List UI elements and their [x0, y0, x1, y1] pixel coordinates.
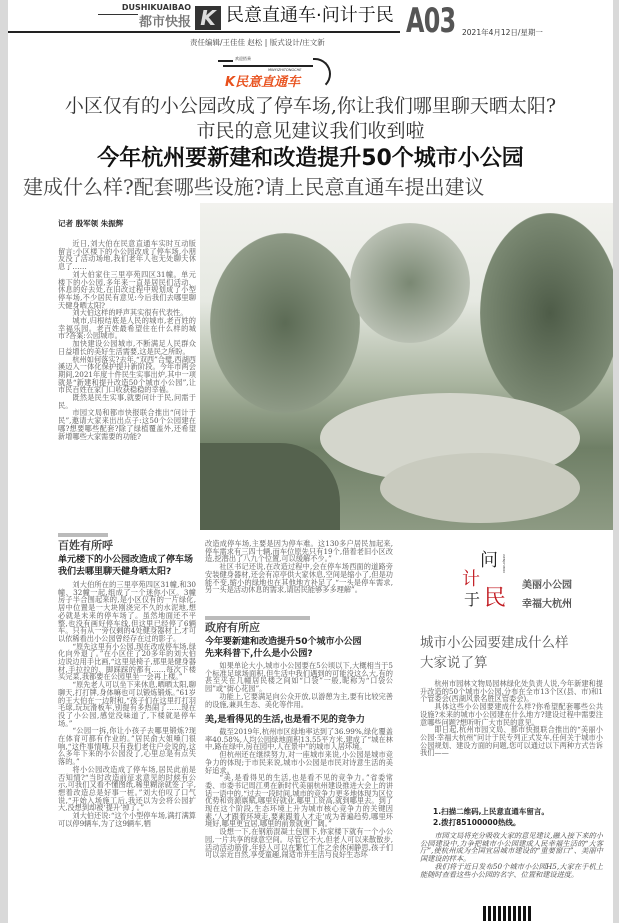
column-title: 民意直通车·问计于民 — [226, 5, 394, 26]
way-qr: 1.扫描二维码,上民意直通车留言。 — [433, 807, 549, 816]
main-headline: 今年杭州要新建和改造提升50个城市小公园 — [97, 146, 524, 171]
section1-subhead: 单元楼下的小公园改造成了停车场 我们去哪里聊天健身晒太阳? — [58, 555, 194, 577]
divider — [98, 14, 138, 15]
col2-top-text: 改造成停车场,主要是因为停车难。这130多户居民加起来,停车需求有三四十辆,而车位原先只有19个,借着老旧小区改造,挖潜出了八九个位置,可以缓解不少。” 社区书记还说,在改造过程中,会在停车场西面的道路旁安装健身器材,还会有凉亭供大家休息,空间是缩小了,但是功能不变,缩小的绿地也在其他地方补足了,“一头是停车需求,另一头是活动休息的需求,请居民能够多多理解”。 — [205, 539, 393, 595]
section1-text: 刘大伯所在的三里亭苑四区31幢,和30幢、32幢一起,组成了一个迷你小区。3幢房子半合围起来的,是小区仅有的一片绿化,居中位置是一大块刚浇完不久的水泥地,想必就是未来的停车场了。虽然地面还不平整,也没有画好停车线,但这里已经停了6辆车。只有从一旁仅剩的4处健身器材上,才可以依稀看出小公园曾经存在过的影子。 “原先这里有小公园,现在改成停车场,绿化向外退了。”在小区住了20多年的刘大伯边说边用手比画,“这里是椅子,那里是健身器材,手拉拉的、脚踩踩的都有……每次下楼买完菜,我都要在公园里坐一会再上楼。” “原先老人可以坐下来休息,晒晒太阳,聊聊天,打打牌,身体嘛也可以锻炼锻炼。”61岁的王大伯在一边附和,“孩子们在这里打打羽毛球,玩玩滑板车,别提有多热闹了……现在没了小公园,感觉没味道了,下楼就是停车场。” “公园一拆,你让小孩子去哪里锻炼?现在体育可都有作业的。”居民俞大姐嗓门很响,“这件事情哦,只有我们老住户会说的,这么多年下来的小公园没了,心里总是有点失落的。” 将小公园改造成了停车场,居民此前是否知情?“当时改造前征求意见的时候有公示,可我们又看不懂图纸,稀里糊涂就签了字,想着改造总是好事一桩。”刘大伯叹了口气说,“开始入场施工后,我还以为会将公园扩大,没想到却被‘提升’掉了。” 刘大伯还说:“这个小型停车场,满打满算可以停9辆车,为了这9辆车,牺 — [58, 580, 196, 828]
contact-methods — [433, 806, 549, 828]
header-rule — [8, 31, 400, 33]
slogan: 美丽小公园 幸福大杭州 — [522, 580, 572, 610]
section3-text: 杭州市园林文物局园林绿化处负责人说,今年新建和提升改造的50个城市小公园,分布在全市13个区(县、市)和1个管委会(西湖风景名胜区管委会)。 具体这些小公园要建成什么样?你希望配套哪些公共设施?未来的城市小公园建在什么地方?建设过程中需要注意哪些问题?想听听广大市民的意见。 即日起,杭州市园文局、都市快报联合推出的“美丽小公园·幸福大杭州”问计于民专列正式发车,任何关于城市小公园规划、建设方面的问题,您可以通过以下两种方式告诉我们—— — [420, 679, 603, 758]
kicker-1: 小区仅有的小公园改成了停车场,你让我们哪里聊天晒太阳? — [64, 95, 557, 117]
section-bar — [205, 616, 310, 620]
section2-text: 如果单论大小,城市小公园要在5公顷以下,大概相当于5个标准足球场面积,但生活中我们遇到的可能没这么大,有的甚至夹在几幢居民楼之间如“口袋”一般,昵称为“口袋公园”或“街心花园”。 功能上,它要满足向公众开放,以游憩为主,要有比较完善的设施,兼具生态、美化等作用。 — [205, 661, 393, 709]
park-rendering-photo — [200, 203, 613, 530]
editors: 责任编辑/王佳佳 赵松 | 版式设计/庄文新 — [190, 38, 325, 47]
closing-text: 市园文局将充分吸收大家的意见建议,融入接下来的小公园建设中,力争把城市小公园建成人民幸福生活的“大客厅”,使杭州成为全国宜居城市建设的“重要窗口”、美丽中国建设的样本。 我们将于近日发布50个城市小公园H5,大家在手机上能随时查看这些小公园的名字、位置和建设进度。 — [420, 831, 603, 879]
section2-subhead: 今年要新建和改造提升50个城市小公园 先来科普下,什么是小公园? — [205, 637, 362, 659]
newspaper-page — [8, 0, 613, 923]
section-title-2: 政府有所应 — [205, 621, 260, 634]
paper-name: 都市快报 — [138, 15, 191, 30]
section-title-1: 百姓有所呼 — [58, 539, 113, 552]
section3-title: 城市小公园要建成什么样 大家说了算 — [420, 635, 569, 671]
section-bar — [58, 533, 108, 537]
way-hotline: 2.拨打85100000热线。 — [433, 818, 521, 827]
k-logo: K — [195, 6, 221, 30]
deck-headline: 建成什么样?配套哪些设施?请上民意直通车提出建议 — [23, 175, 485, 199]
page-number: A03 — [406, 1, 456, 41]
wenjiyumin-logo: 问 计 于 民 WENJIYUMIN — [462, 550, 507, 611]
intro-text: 近日,刘大伯在民意直通车实时互动版留言:小区楼下的小公园改成了停车场,小朋友没了活动场地,我们老年人也无处聊天休息了…… 刘大伯家住三里亭苑四区31幢。单元楼下的小公园,多年来一直是居民们活动、休息的好去处,在旧改过程中规划成了小型停车场,不少居民有意见:今后我们去哪里聊天健身晒太阳? 刘大伯这样的呼声其实很有代表性。 城市,归根结底是人民的城市,老百姓的幸福乐园。老百姓最希望住在什么样的城市?答案:公园城市。 加快建设公园城市,不断满足人民群众日益增长的美好生活需要,这是民之所盼。 杭州如何落实?去年,“双西”合璧,西湖西溪迈入一体化保护提升新阶段。今年市两会期间,2021年度十件民生实事出炉,其中一项就是“新建和提升改造50个城市小公园”,让市民百姓在家门口收获稳稳的幸福。 既然是民生实事,就要问计于民,问需于民。 市园文局和都市快报联合推出“问计于民”,邀请大家来出出点子:这50个公园建在哪?想要哪些配套?除了绿植覆盖外,还希望新增哪些大家需要的功能? — [58, 239, 196, 441]
qr-code[interactable] — [483, 906, 531, 921]
section2-text-2: 截至2019年,杭州市区绿地率达到了36.99%,绿化覆盖率40.58%,人均公园绿地面积13.55平方米,建成了“城在林中,路在绿中,房在园中,人在景中”的城市人居环境。 但杭州还在继续努力,对一座城市来说,小公园是城市竞争力的体现;于市民来说,城市小公园是市民对诗意生活的美好追求。 “美,是看得见的生活,也是看不见的竞争力。”省委常委、市委书记周江勇在新时代美丽杭州建设推进大会上的讲话一语中的,“过去一段时间,城市的竞争力更多地体现为区位优势和资源禀赋,哪里好就业,哪里工资高,就到哪里去。到了现在这个阶段,生态环境上升为城市核心竞争力的关键因素,‘人才跟着环境走,要素跟着人才走’成为普遍趋势,哪里环境好,哪里更宜居,哪里的前景就更广阔。” 设想一下,在钢筋混凝土包围下,你家楼下就有一个小公园,一片共享的绿意空间。尽管它不大,但老人可以来散散步,活动活动筋骨,年轻人可以在繁忙工作之余休闲静思,孩子们可以亲近自然,享受童趣,闹适市井生活与良好生态环 — [205, 727, 393, 860]
section2-subhead-2: 美,是看得见的生活,也是看不见的竞争力 — [205, 715, 365, 725]
byline: 记者 殷军领 朱振辉 — [58, 219, 124, 228]
date: 2021年4月12日/星期一 — [462, 28, 543, 37]
kicker-2: 市民的意见建议我们收到啦 — [196, 120, 425, 142]
pinyin-title: DUSHIKUAIBAO — [121, 3, 191, 12]
minyi-logo: 欢迎搭乘 MINYIZHITONGCHE K民意直通车 — [213, 53, 333, 91]
